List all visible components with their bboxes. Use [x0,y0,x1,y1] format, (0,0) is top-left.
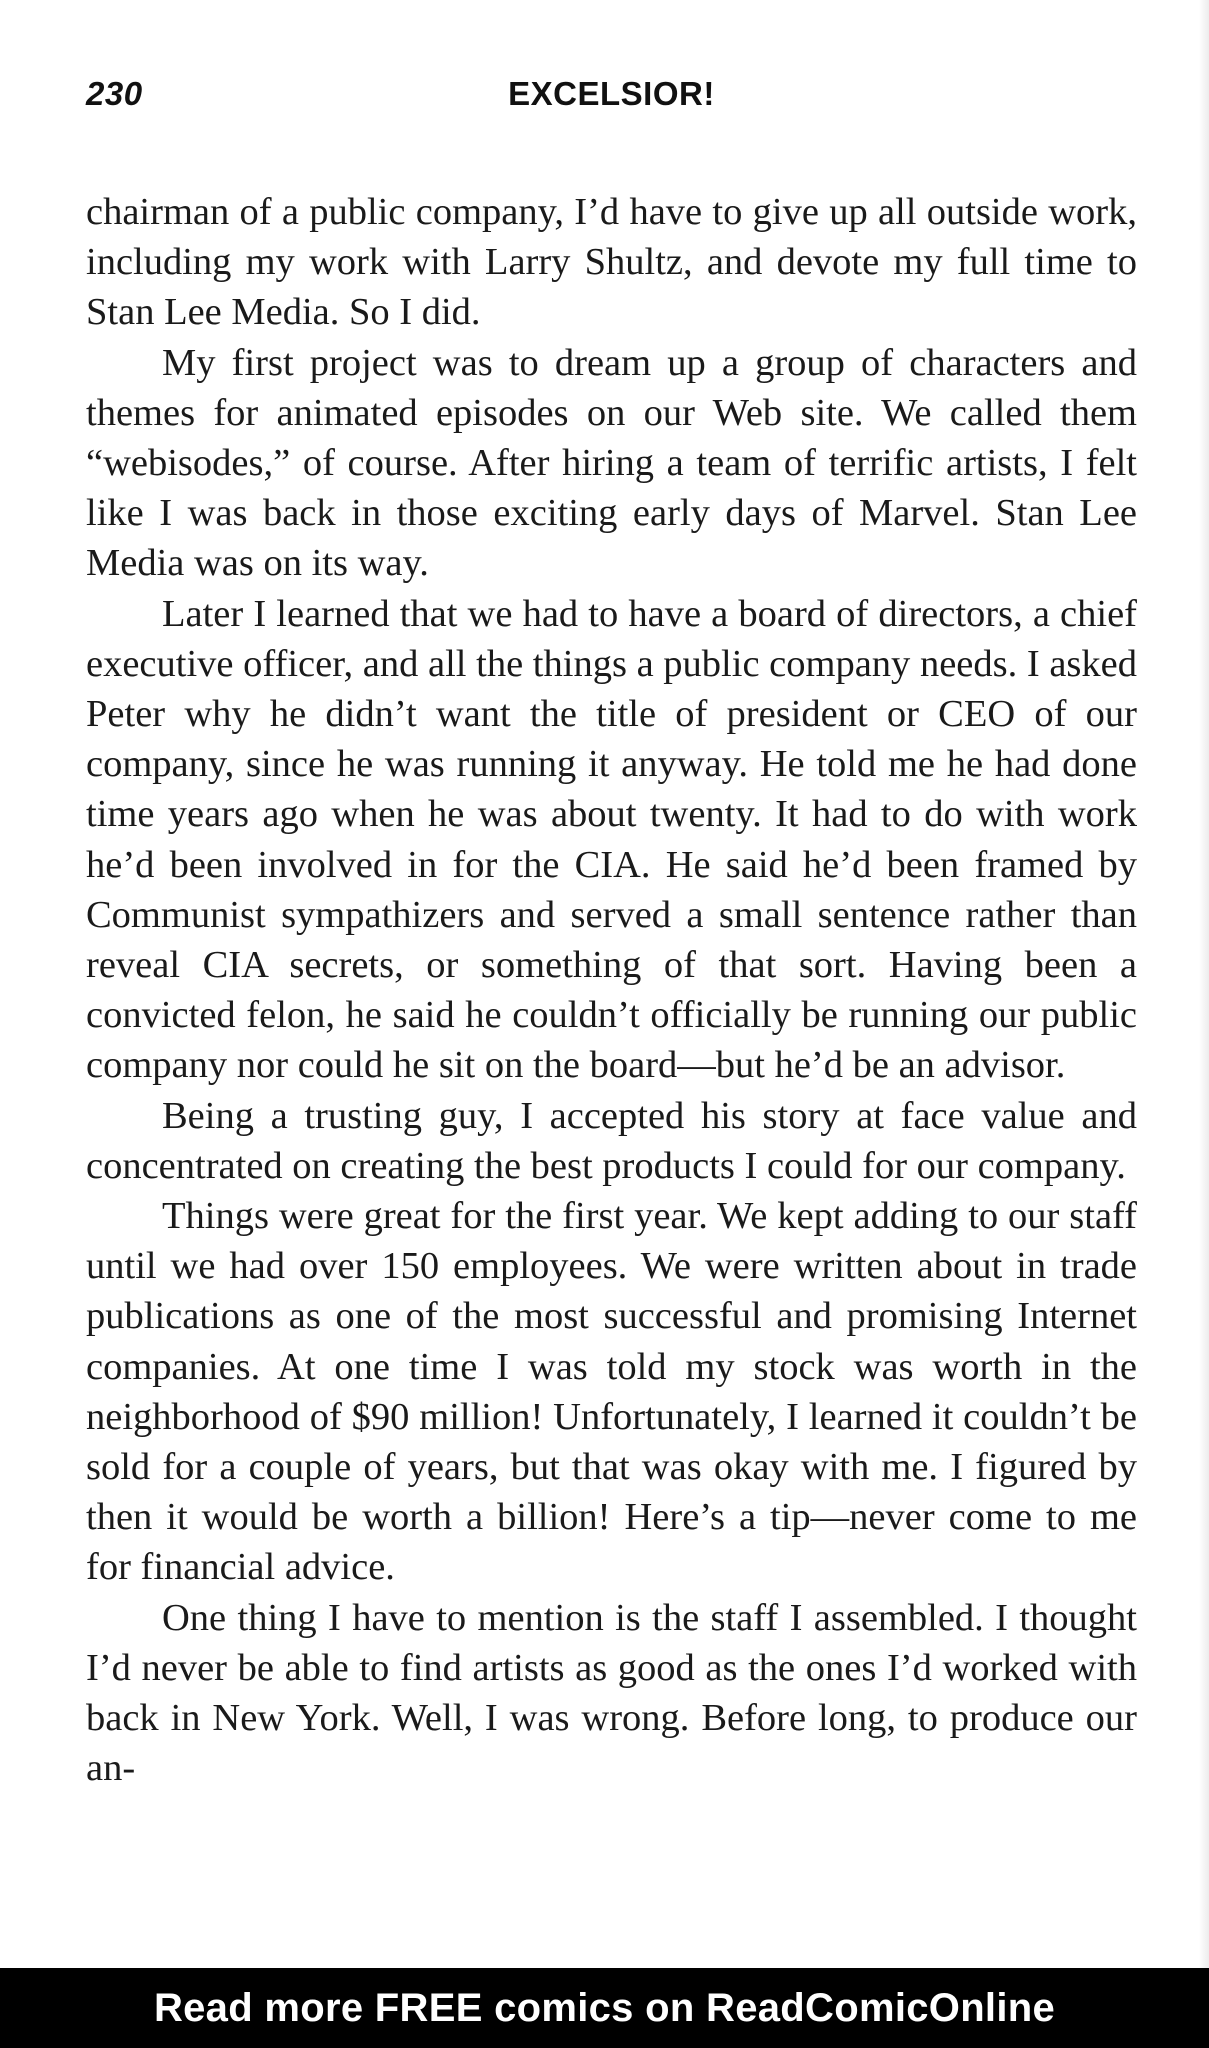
book-title: EXCELSIOR! [508,75,715,112]
page-number: 230 [86,75,143,112]
paragraph-6: One thing I have to mention is the staff I assembled. I thought I’d never be able to find artists as good as the ones I’d worked with back in New York. Well, I was wrong. Before long, to produce our an- [86,1596,1137,1790]
paragraph-4: Being a trusting guy, I accepted his story at face value and concentrated on creating the best products I could for our company. [86,1094,1137,1187]
paragraph-1: chairman of a public company, I’d have to give up all outside work, including my work with Larry Shultz, and devote my full time to Stan Lee Media. So I did. [86,191,1137,334]
body-text [86,187,1137,1794]
running-head [86,70,1137,122]
paragraph-3: Later I learned that we had to have a board of directors, a chief executive officer, and all the things a public company needs. I asked Peter why he didn’t want the title of president or CEO of our company, since he was running it anyway. He told me he had done time years ago when he was about twenty. It had to do with work he’d been involved in for the CIA. He said he’d been framed by Communist sympathizers and served a small sentence rather than reveal CIA secrets, or something of that sort. Having been a convicted felon, he said he couldn’t officially be running our public company nor could he sit on the board—but he’d be an advisor. [86,592,1137,1087]
page-edge-shadow [1199,0,1209,1968]
promo-banner-text[interactable]: Read more FREE comics on ReadComicOnline [153,1985,1056,2030]
paragraph-2: My first project was to dream up a group of characters and themes for animated episodes on our Web site. We called them “webisodes,” of course. After hiring a team of terrific artists, I felt like I was back in those exciting early days of Marvel. Stan Lee Media was on its way. [86,341,1137,585]
promo-banner[interactable] [0,1968,1209,2048]
paragraph-5: Things were great for the first year. We kept adding to our staff until we had over 150 employees. We were written about in trade publications as one of the most successful and promising Internet companies. At one time I was told my stock was worth in the neighborhood of $90 million! Unfortunately, I learned it couldn’t be sold for a couple of years, but that was okay with me. I figured by then it would be worth a billion! Here’s a tip—never come to me for financial advice. [86,1195,1137,1589]
